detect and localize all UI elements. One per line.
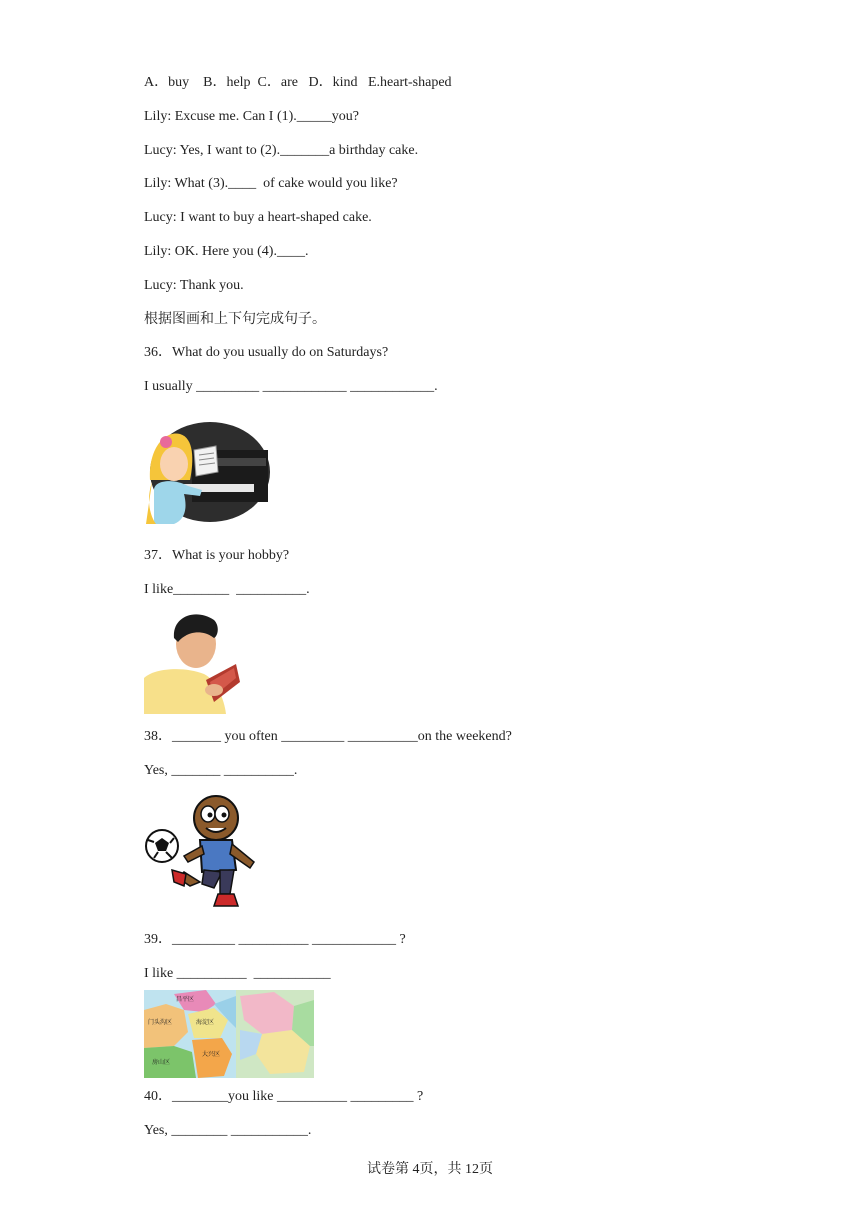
dialogue-line-4: Lucy: I want to buy a heart-shaped cake. [144,210,372,225]
boy-reading-book-picture [144,608,240,714]
question-37: 37．What is your hobby? [144,548,290,563]
page-footer: 试卷第 4页，共 12页 [367,1162,493,1177]
section-instruction: 根据图画和上下句完成句子。 [144,312,326,327]
question-39: 39．_________ __________ ____________ ? [144,932,406,947]
map-label: 昌平区 [176,996,195,1003]
dialogue-line-5: Lily: OK. Here you (4).____. [144,244,309,259]
answer-37: I like________ __________. [144,582,310,597]
answer-38: Yes, _______ __________. [144,763,298,778]
question-38: 38．_______ you often _________ __________on the weekend? [144,729,512,744]
dialogue-line-6: Lucy: Thank you. [144,278,244,293]
map-label: 海淀区 [196,1019,215,1026]
map-label: 大兴区 [202,1051,221,1058]
dialogue-line-1: Lily: Excuse me. Can I (1)._____you? [144,109,360,124]
answer-39: I like __________ ___________ [144,966,331,981]
dialogue-line-2: Lucy: Yes, I want to (2)._______a birthday cake. [144,143,419,158]
options-line: A．buy B．help C．are D．kind E.heart-shaped [144,75,452,90]
boy-kicking-football-picture [144,790,268,914]
map-label: 门头沟区 [148,1019,173,1026]
map-label: 房山区 [152,1059,171,1066]
dialogue-line-3: Lily: What (3).____ of cake would you like? [144,176,398,191]
girl-playing-piano-picture [144,420,272,526]
map-picture [144,990,314,1078]
answer-40: Yes, ________ ___________. [144,1123,312,1138]
answer-36: I usually _________ ____________ ____________. [144,379,438,394]
question-36: 36．What do you usually do on Saturdays? [144,345,389,360]
question-40: 40．________you like __________ _________ ? [144,1089,424,1104]
